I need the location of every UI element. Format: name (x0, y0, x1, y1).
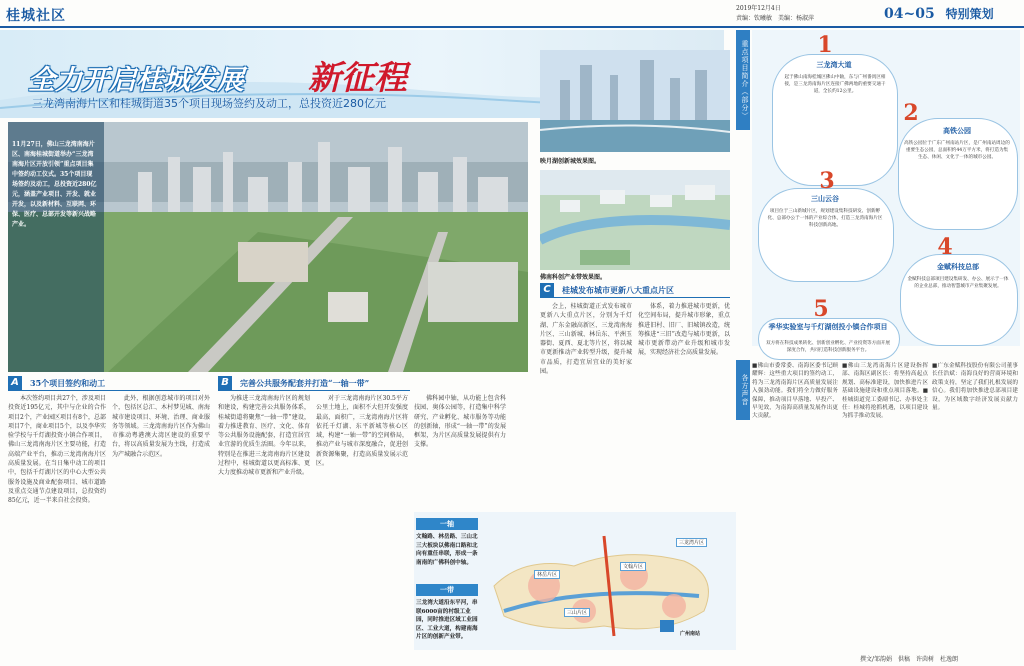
innovation-city-photo (540, 50, 730, 152)
article-column-5: 佛科园中轴，从功能上包含科技园、奥体公园等，打造集中科学研究、产业孵化、城市服务等功能的创新轴，形成“一轴一带”的发展框架，为片区高质量发展提供有力支撑。 (414, 395, 506, 449)
map-label-linyue: 林岳片区 (534, 570, 560, 579)
headline-accent: 新征程 (308, 58, 407, 97)
section-c-title: 桂城发布城市更新八大重点片区 (562, 284, 674, 295)
axis-callout-label: 一轴 (416, 518, 478, 530)
voices-column-1: ■佛山市委常委、南海区委书记顾耀辉：这些重大项目的签约动工，将为三龙湾南海片区高质量发展注入强劲动能。我们将全力做好服务保障，推动项目早落地、早投产、早见效，为南海高质量发展作出更大贡献。 (752, 363, 838, 420)
project-3-number: 3 (819, 168, 835, 194)
page-range (884, 5, 994, 22)
header-rule (0, 26, 1024, 28)
voices-column-2: ■佛山三龙湾南海片区建设指挥部、南海区副区长：将坚持高起点规划、高标准建设，加快推进片区基础设施建设和重点项目落地。■桂城街道党工委副书记、办事处主任：桂城将抢抓机遇，以项目建设为抓手推动发展。 (842, 363, 928, 420)
voices-tab: 各方声音 (736, 360, 750, 420)
innovation-city-image (540, 50, 730, 152)
byline-footer: 撰文/邹韵娟 供稿 许茵树 杜逸朗 (860, 656, 959, 663)
project-3-desc: 项目位于三山新城片区，规划建设集科技研发、创新孵化、总部办公于一体的产业综合体，打造三龙湾南海片区科技创新高地。 (767, 209, 883, 228)
project-5-desc: 双方将在科技成果转化、创新创业孵化、产业投资等方面开展深度合作，共同打造科技创新服务平台。 (765, 341, 891, 353)
district-map (484, 516, 732, 648)
article-column-1: 本次签约项目共27个，涉及项目投资近195亿元，其中与企业的合作项目2个，产业园区项目有8个，总部项目7个，商业项目5个，以及李华实验学校与千灯湖投资小镇合作项目，佛山三龙湾南海片区主要功能，打造高端产业平台，推动三龙湾南海片区高质量发展。在当日集中动工的项目中，包括千灯湖片区的中心大型公共服务设施及商业配套项目、城市道路及重点交通节点建设项目，总投资约85亿元，近一半来自社会投资。 (8, 395, 106, 505)
project-2-name: 高铁公园 (943, 126, 971, 135)
tech-belt-photo (540, 170, 730, 270)
project-2-desc: 高铁公园位于广东广州南站片区，是广州南站周边的重要生态公园，总面积约44万平方米，将打造为集生态、休闲、文化于一体的城市公园。 (904, 141, 1010, 160)
project-4-desc: 金赋科技总部项目建设集研发、办公、展示于一体的企业总部，推动智慧城市产业集聚发展。 (907, 277, 1009, 289)
section-title: 桂城社区 (6, 8, 66, 24)
belt-callout-label: 一带 (416, 584, 478, 596)
section-a-header (8, 376, 200, 391)
article-column-2: 此外，根据创意城市的项目对外个，包括区总汇、木村梦见城、南海城市建设项目、环境、治理、商业服务等领域。三龙湾南海片区作为佛山市推动粤港澳大湾区建设的重要平台，将以高质量发展为主线，打造成为产城融合示范区。 (112, 395, 210, 458)
project-1-name: 三龙湾大道 (816, 60, 852, 69)
editor-credits: 责编：钦曦敏 美编：杨淑萍 (736, 15, 815, 22)
section-c-header (540, 283, 730, 298)
section-b-header (218, 376, 410, 391)
page-numbers: 04~05 (884, 6, 935, 22)
axis-callout-text: 文翰路、林岳路、三山北三大板块以佛南口路和北向有重任串联，形成一条南南的广佛科创中轴。 (416, 534, 478, 566)
issue-date: 2019年12月4日 (736, 5, 781, 12)
article-column-4: 对于三龙湾南海片区30.5平方公里土地上，面积不大但开发强度最高，面积广，三龙湾南海片区将依托千灯湖、东平新城等核心区域，构建“一轴一带”的空间格局，推动产业与城市深度融合，促进创新资源集聚，打造高质量发展示范区。 (316, 395, 408, 468)
project-4-number: 4 (937, 234, 953, 260)
section-c-letter: C (540, 283, 554, 297)
headline-main: 全力开启桂城发展 (28, 65, 244, 96)
map-label-wenhan: 文翰片区 (620, 562, 646, 571)
article-column-7: 体系，着力推进城市更新，优化空间布局，提升城市形象，重点推进旧村、旧厂、旧城镇改造，统筹推进“三旧”改造与城市更新，以城市更新带动产业升级和城市发展，实现经济社会高质量发展。 (638, 303, 730, 357)
photo-caption: 11月27日，佛山三龙湾南海片区、南海桂城街道举办“三龙湾南海片区开放引领”重点项目集中签约动工仪式。35个项目现场签约及动工，总投资近280亿元，涵盖产业项目、开发、就业开发，以及新材料、互联网、环保、医疗、总部开发等新兴战略产业。 (12, 141, 97, 228)
headline-subtitle: 三龙湾南海片区和桂城街道35个项目现场签约及动工，总投资近280亿元 (32, 97, 386, 110)
article-column-3: 为推进三龙湾南海片区的规划和建设，构建完善公共服务体系，桂城街道将聚焦“一轴一带”建设，着力推进教育、医疗、文化、体育等公共服务设施配套，打造宜居宜业宜游的优质生活圈。今年以来，特别是在推进三龙湾南海片区建设过程中，桂城街道以更高标准、更大力度推动城市更新和产业升级。 (218, 395, 310, 477)
feature-label: 特别策划 (945, 7, 994, 21)
map-label-sanlongwan: 三龙湾片区 (676, 538, 707, 547)
project-1-number: 1 (817, 32, 833, 58)
map-label-guangzhou-south: 广州南站 (680, 631, 701, 637)
tech-belt-image (540, 170, 730, 270)
project-5-name: 季华实验室与千灯湖创投小镇合作项目 (768, 322, 888, 331)
map-label-sanshan: 三山片区 (564, 608, 590, 617)
project-5-number: 5 (813, 296, 829, 322)
section-a-letter: A (8, 376, 22, 390)
section-b-title: 完善公共服务配套并打造“一轴一带” (240, 377, 370, 388)
axis-callout (416, 518, 478, 567)
section-a-title: 35个项目签约和动工 (30, 377, 106, 388)
project-1-desc: 起于佛山南海桂城区佛山中轴，东与广州番禺区相接，是三龙湾南海片区连接广佛两地的重要交通干道，全长约12公里。 (784, 75, 886, 94)
project-3-name: 三山云谷 (811, 194, 839, 203)
article-column-6: 会上，桂城街道正式发布城市更新八大重点片区，分别为千灯湖、广东金融高新区、三龙湾南海片区、三山新城、林岳东、平洲玉器街、夏西、夏北等片区，将以城市更新推动产业转型升级，提升城市品质，打造宜居宜业的美好家园。 (540, 303, 632, 376)
tech-belt-caption: 佛南科创产业带效果图。 (540, 274, 607, 281)
plan-map-box (414, 512, 736, 650)
project-2-number: 2 (903, 100, 919, 126)
voices-column-3: ■广东金赋科技股份有限公司董事长任浩斌：南海良好的营商环境和政策支持，坚定了我们扎根发展的信心。我们将加快推进总部项目建设，为区域数字经济发展贡献力量。 (932, 363, 1018, 412)
project-4-name: 金赋科技总部 (937, 262, 979, 271)
section-b-letter: B (218, 376, 232, 390)
innovation-city-caption: 映月湖创新城效果图。 (540, 158, 601, 165)
belt-callout-text: 三龙湾大道沿东平河，串联6000亩的村级工业园，同时推进区域工业园区、工业大道，构建南海片区的创新产业带。 (416, 600, 478, 640)
belt-callout (416, 584, 478, 642)
projects-tab: 重点项目简介（部分） (736, 30, 750, 130)
